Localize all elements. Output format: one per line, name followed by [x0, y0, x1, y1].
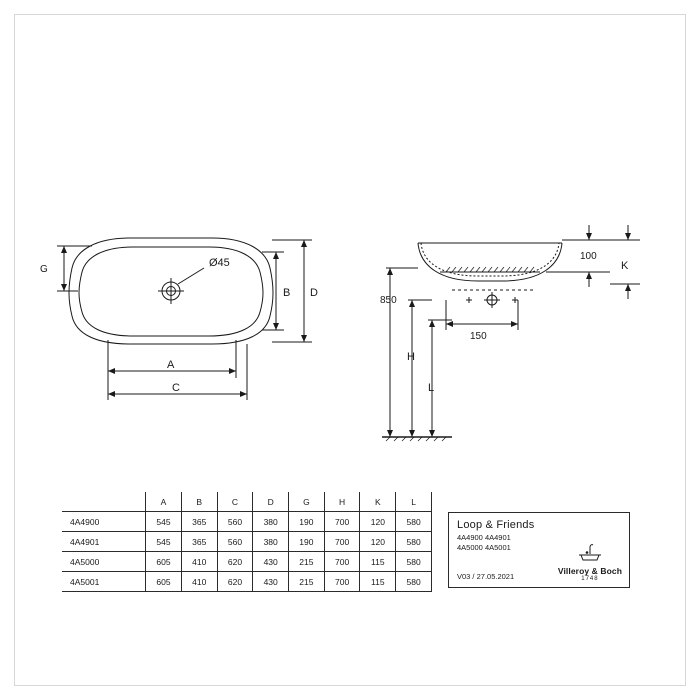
- label-L: L: [428, 382, 435, 394]
- cell-code: 4A4900: [62, 512, 146, 532]
- header-cell-L: L: [396, 492, 432, 512]
- label-G: G: [40, 264, 48, 275]
- header-cell-code: [62, 492, 146, 512]
- label-C: C: [172, 382, 180, 394]
- table-header-row: [62, 492, 432, 512]
- cell-H: 700: [324, 532, 360, 552]
- table-row: [62, 532, 432, 552]
- cell-L: 580: [396, 532, 432, 552]
- cell-A: 545: [146, 532, 182, 552]
- cell-G: 190: [289, 532, 325, 552]
- cell-G: 190: [289, 512, 325, 532]
- header-cell-K: K: [360, 492, 396, 512]
- cell-H: 700: [324, 512, 360, 532]
- cell-H: 700: [324, 552, 360, 572]
- table-row: [62, 572, 432, 592]
- cell-D: 430: [253, 572, 289, 592]
- cell-code: 4A5001: [62, 572, 146, 592]
- cell-K: 115: [360, 572, 396, 592]
- label-A: A: [167, 359, 175, 371]
- table-row: [62, 512, 432, 532]
- cell-L: 580: [396, 552, 432, 572]
- cell-K: 120: [360, 512, 396, 532]
- header-cell-C: C: [217, 492, 253, 512]
- label-K: K: [621, 260, 629, 272]
- cell-D: 380: [253, 512, 289, 532]
- header-cell-A: A: [146, 492, 182, 512]
- label-H: H: [407, 351, 415, 363]
- cell-C: 560: [217, 512, 253, 532]
- header-cell-G: G: [289, 492, 325, 512]
- header-cell-D: D: [253, 492, 289, 512]
- cell-K: 115: [360, 552, 396, 572]
- cell-C: 560: [217, 532, 253, 552]
- cell-B: 410: [181, 572, 217, 592]
- brand-established-year: 1748: [581, 576, 599, 582]
- diameter-leader: [178, 268, 204, 284]
- cell-C: 620: [217, 572, 253, 592]
- revision-label: V03 / 27.05.2021: [457, 572, 515, 581]
- tap-hole-markers: [466, 292, 518, 308]
- cell-code: 4A4901: [62, 532, 146, 552]
- label-850: 850: [380, 295, 397, 306]
- brand-logo: [558, 541, 622, 583]
- header-cell-B: B: [181, 492, 217, 512]
- side-view-basin-section: [418, 243, 562, 281]
- label-D: D: [310, 287, 318, 299]
- cell-L: 580: [396, 572, 432, 592]
- section-hatch: [446, 267, 534, 272]
- header-cell-H: H: [324, 492, 360, 512]
- cell-K: 120: [360, 532, 396, 552]
- cell-A: 545: [146, 512, 182, 532]
- drain-hole: [158, 278, 184, 304]
- cell-D: 380: [253, 532, 289, 552]
- label-150: 150: [470, 331, 487, 342]
- table-row: [62, 552, 432, 572]
- product-name: Loop & Friends: [457, 519, 535, 531]
- label-B: B: [283, 287, 291, 299]
- label-100: 100: [580, 251, 597, 262]
- specification-table: [62, 492, 432, 592]
- cell-C: 620: [217, 552, 253, 572]
- cell-B: 365: [181, 512, 217, 532]
- product-codes-line2: 4A5000 4A5001: [457, 543, 511, 552]
- brand-name: Villeroy & Boch: [557, 565, 622, 576]
- product-codes-line1: 4A4900 4A4901: [457, 533, 511, 542]
- cell-D: 430: [253, 552, 289, 572]
- cell-B: 365: [181, 532, 217, 552]
- cell-A: 605: [146, 552, 182, 572]
- cell-A: 605: [146, 572, 182, 592]
- title-block: [448, 512, 630, 588]
- cell-B: 410: [181, 552, 217, 572]
- cell-code: 4A5000: [62, 552, 146, 572]
- cell-G: 215: [289, 552, 325, 572]
- washbasin-logo-icon: [575, 541, 605, 563]
- label-diameter: Ø45: [209, 257, 230, 269]
- cell-L: 580: [396, 512, 432, 532]
- cell-G: 215: [289, 572, 325, 592]
- cell-H: 700: [324, 572, 360, 592]
